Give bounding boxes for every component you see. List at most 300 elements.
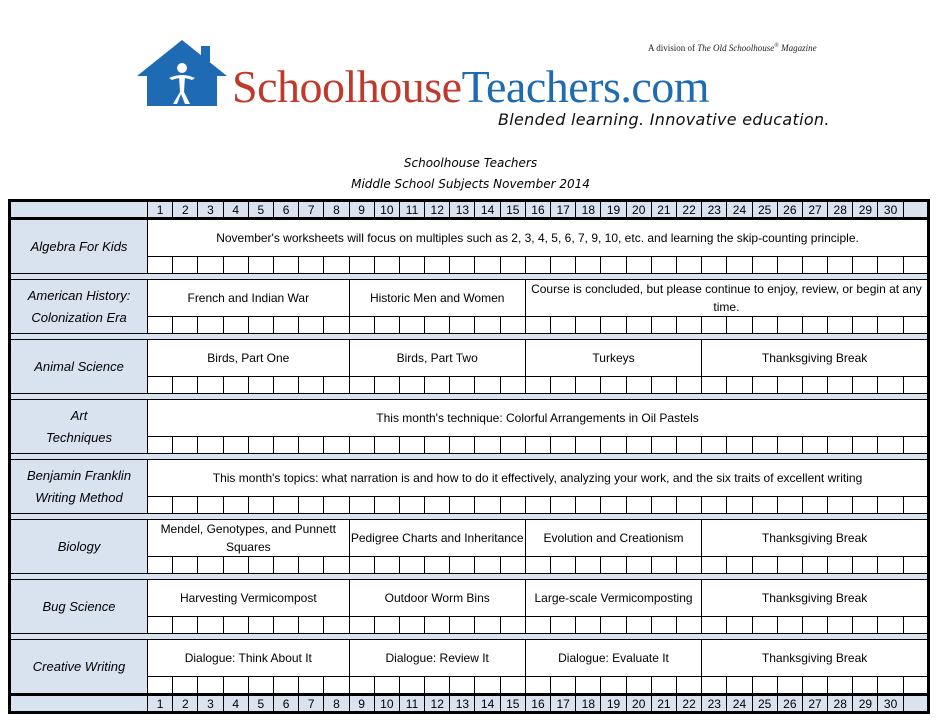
division-note: A division of The Old Schoolhouse® Magazine [648,43,817,53]
day-cell [727,497,752,514]
day-cell [500,257,525,274]
day-cell [576,497,601,514]
day-cell [601,437,626,454]
topic-text: Outdoor Worm Bins [384,591,490,605]
day-cell [173,437,198,454]
topic-cell [525,580,701,617]
topic-cell [148,460,929,497]
day-cell [475,557,500,574]
topic-text: Course is concluded, but please continue to enjoy, review, or begin at any time. [531,282,922,314]
topic-text: Thanksgiving Break [761,651,868,665]
day-cell [828,257,853,274]
day-number: 2 [173,695,198,713]
day-cell [777,257,802,274]
topic-cell [702,520,929,557]
day-cell [853,437,878,454]
day-cell [324,497,349,514]
day-cell [299,257,324,274]
day-cell [853,257,878,274]
day-cell [450,437,475,454]
day-cell [450,257,475,274]
day-cell [878,677,903,695]
day-cell [551,557,576,574]
day-cell [576,617,601,634]
topic-text: November's worksheets will focus on multiples such as 2, 3, 4, 5, 6, 7, 9, 10, etc. and learning the skip-counting principle. [216,231,859,245]
day-cell [601,317,626,334]
day-cell [500,677,525,695]
day-cell [626,677,651,695]
topic-text: Harvesting Vermicompost [179,591,317,605]
day-number: 9 [349,201,374,219]
day-cell [450,317,475,334]
day-cell [374,497,399,514]
day-row-end [903,695,928,713]
day-number: 23 [702,695,727,713]
day-cell [399,557,424,574]
day-cell [727,437,752,454]
day-cell [752,557,777,574]
day-cell [702,617,727,634]
day-number: 28 [828,695,853,713]
day-cell [828,677,853,695]
day-cell [223,557,248,574]
day-cell [752,617,777,634]
day-cell [374,617,399,634]
day-cell [626,257,651,274]
day-cell [752,437,777,454]
day-cell [802,257,827,274]
topic-text: This month's topics: what narration is and how to do it effectively, analyzing your work, and the six traits of excellent writing [212,471,863,485]
day-cell [475,497,500,514]
day-cell [273,557,298,574]
day-cell [777,497,802,514]
day-cell [173,617,198,634]
day-cell [399,677,424,695]
day-cell [853,677,878,695]
day-cell [551,437,576,454]
day-number: 4 [223,201,248,219]
day-cell [324,677,349,695]
day-cell [727,617,752,634]
day-cell [601,257,626,274]
day-cell [802,617,827,634]
day-cell [777,377,802,394]
day-cell [651,617,676,634]
day-cell [500,497,525,514]
day-cell [425,377,450,394]
day-number: 13 [450,201,475,219]
day-number: 29 [853,695,878,713]
day-number: 7 [299,695,324,713]
day-cell [349,257,374,274]
tagline: Blended learning. Innovative education. [498,110,830,129]
topic-text: Mendel, Genotypes, and Punnett Squares [160,522,337,554]
topic-cell [349,640,525,677]
day-cell [299,557,324,574]
subject-name [10,400,148,454]
day-cells-row [10,677,929,695]
day-cell [148,317,173,334]
topic-text: Evolution and Creationism [543,531,684,545]
day-cell [148,257,173,274]
day-number-row [10,201,929,219]
day-cell [148,677,173,695]
day-row-end [903,201,928,219]
day-cell [475,377,500,394]
subject-row [10,400,929,437]
day-cell [777,437,802,454]
day-cell [349,497,374,514]
day-cell [576,377,601,394]
day-cell [173,557,198,574]
day-cell [223,617,248,634]
day-cell [374,557,399,574]
day-number: 13 [450,695,475,713]
day-cell [828,317,853,334]
topic-cell [148,520,350,557]
day-cell [802,677,827,695]
day-cell [727,377,752,394]
day-cell [475,437,500,454]
day-cell [273,677,298,695]
day-cell [475,257,500,274]
day-cell [475,617,500,634]
day-cell [299,617,324,634]
day-cell [324,257,349,274]
day-cell [525,617,550,634]
day-cell [802,377,827,394]
day-cell [248,617,273,634]
day-cell [173,497,198,514]
day-cell [551,317,576,334]
topic-cell [349,520,525,557]
day-cell [878,377,903,394]
day-number: 12 [425,695,450,713]
topic-cell [702,340,929,377]
day-cell [651,497,676,514]
day-cell [223,437,248,454]
day-number: 4 [223,695,248,713]
day-cell [374,377,399,394]
day-cell [702,437,727,454]
topic-text: Dialogue: Think About It [184,651,312,665]
day-cell [702,257,727,274]
day-cell [399,317,424,334]
day-cell [551,677,576,695]
day-cell [878,557,903,574]
day-cell [349,437,374,454]
day-cell [500,617,525,634]
subject-name-line: Biology [57,538,101,554]
day-cell [702,317,727,334]
day-cell [223,497,248,514]
day-cell [727,317,752,334]
day-number: 18 [576,695,601,713]
topic-text: Birds, Part Two [396,351,478,365]
day-number: 8 [324,695,349,713]
day-number: 1 [148,695,173,713]
day-cell [676,557,701,574]
day-cell [148,557,173,574]
day-cell [903,617,928,634]
day-cell [676,497,701,514]
day-cell [727,557,752,574]
day-cell [425,437,450,454]
day-cell [223,317,248,334]
topic-cell [525,520,701,557]
day-cell [777,317,802,334]
day-cell [802,437,827,454]
day-cell [475,317,500,334]
day-cell [425,257,450,274]
day-cell [299,317,324,334]
day-number: 22 [676,695,701,713]
subject-name-line: Art [70,407,88,423]
day-cell [727,257,752,274]
day-cell [324,317,349,334]
day-number: 3 [198,201,223,219]
day-number: 11 [399,201,424,219]
day-cell [273,437,298,454]
day-cell [802,497,827,514]
day-number: 21 [651,201,676,219]
topic-cell [525,340,701,377]
topic-text: Turkeys [592,351,635,365]
day-cell [777,557,802,574]
day-cell [173,377,198,394]
day-cell [198,557,223,574]
day-number: 7 [299,201,324,219]
day-number: 20 [626,201,651,219]
day-cell [525,677,550,695]
day-number: 26 [777,201,802,219]
day-cell [248,257,273,274]
day-cell [601,497,626,514]
day-number: 24 [727,201,752,219]
day-cell [148,377,173,394]
topic-text: French and Indian War [187,291,310,305]
day-cell [676,437,701,454]
day-cell [651,557,676,574]
subject-name-line: Bug Science [42,598,116,614]
topic-text: Historic Men and Women [369,291,505,305]
subject-name-line: Creative Writing [32,658,126,674]
topic-text: Dialogue: Evaluate It [558,651,669,665]
day-number: 14 [475,201,500,219]
day-cell [878,257,903,274]
day-row-corner [10,201,148,219]
day-cell [702,497,727,514]
day-number: 10 [374,695,399,713]
day-cell [425,497,450,514]
brand-wordmark: SchoolhouseTeachers.com [232,61,710,112]
day-cell [299,497,324,514]
day-cell [324,617,349,634]
day-cells-row [10,437,929,454]
subject-name [10,340,148,394]
day-cell [349,557,374,574]
day-cell [324,557,349,574]
day-cell [198,377,223,394]
topic-text: Thanksgiving Break [761,591,868,605]
day-cell [450,497,475,514]
subject-name [10,219,148,274]
subject-name-line: Writing Method [35,489,123,505]
day-cell [551,497,576,514]
day-number: 19 [601,201,626,219]
day-cell [173,677,198,695]
day-cell [752,497,777,514]
day-cell [425,617,450,634]
day-cell [273,497,298,514]
day-cell [903,557,928,574]
topic-text: Thanksgiving Break [761,531,868,545]
day-cell [349,377,374,394]
day-cell [299,677,324,695]
day-cell [878,617,903,634]
day-number: 11 [399,695,424,713]
day-cell [828,617,853,634]
day-cell [450,617,475,634]
calendar-title: Schoolhouse Teachers [403,156,538,170]
day-number-row [10,695,929,713]
day-cell [273,617,298,634]
day-number: 8 [324,201,349,219]
day-cell [903,377,928,394]
day-cell [425,677,450,695]
day-cell [248,437,273,454]
subject-name [10,640,148,695]
day-number: 9 [349,695,374,713]
topic-cell [525,280,928,317]
subject-row [10,520,929,557]
topic-cell [148,580,350,617]
day-cell [676,677,701,695]
day-cell [273,317,298,334]
day-number: 6 [273,695,298,713]
day-cell [148,617,173,634]
topic-text: Pedigree Charts and Inheritance [350,531,524,545]
day-number: 12 [425,201,450,219]
day-cell [399,437,424,454]
day-cell [198,257,223,274]
day-cell [198,677,223,695]
day-cell [626,617,651,634]
topic-cell [148,340,350,377]
day-cell [525,317,550,334]
day-number: 17 [551,695,576,713]
subject-name-line: Benjamin Franklin [27,467,132,483]
subject-name-line: Animal Science [34,358,124,374]
day-cell [425,557,450,574]
day-cell [903,437,928,454]
day-cell [752,377,777,394]
day-cell [702,677,727,695]
day-cell [853,557,878,574]
day-number: 16 [525,201,550,219]
page-header [0,0,941,150]
day-cell [425,317,450,334]
day-number: 5 [248,695,273,713]
topic-cell [148,400,929,437]
topic-cell [148,219,929,257]
day-cell [223,377,248,394]
subject-name-line: Techniques [46,429,113,445]
day-cell [601,377,626,394]
topic-text: Large-scale Vermicomposting [534,591,693,605]
day-cell [223,677,248,695]
topic-cell [148,280,350,317]
day-cell [349,617,374,634]
day-number: 26 [777,695,802,713]
day-cell [828,557,853,574]
day-cell [676,617,701,634]
day-cell [500,557,525,574]
day-cell [399,617,424,634]
day-cell [676,257,701,274]
subject-name [10,460,148,514]
day-cell [173,257,198,274]
day-cell [198,617,223,634]
day-cell [525,257,550,274]
day-cell [273,257,298,274]
topic-cell [148,640,350,677]
day-cell [349,317,374,334]
topic-cell [349,580,525,617]
day-cell [399,257,424,274]
day-cell [727,677,752,695]
schedule-table [8,199,930,714]
day-number: 16 [525,695,550,713]
day-cell [626,497,651,514]
day-cell [198,437,223,454]
day-number: 25 [752,201,777,219]
day-cell [626,437,651,454]
day-cell [248,317,273,334]
day-cell [450,557,475,574]
topic-cell [525,640,701,677]
day-cell [500,437,525,454]
subject-row [10,640,929,677]
day-cell [626,377,651,394]
topic-text: Dialogue: Review It [385,651,489,665]
day-cell [878,437,903,454]
topic-text: Birds, Part One [207,351,290,365]
day-number: 30 [878,201,903,219]
day-number: 27 [802,695,827,713]
day-cell [626,317,651,334]
topic-cell [702,580,929,617]
day-cell [903,317,928,334]
day-cell [374,317,399,334]
topic-text: Thanksgiving Break [761,351,868,365]
day-cell [752,317,777,334]
day-cell [903,677,928,695]
day-cell [651,677,676,695]
day-cell [601,617,626,634]
day-cell [374,437,399,454]
subject-row [10,280,929,317]
day-cell [248,497,273,514]
topic-cell [702,640,929,677]
subject-name [10,280,148,334]
day-cell [802,557,827,574]
subject-row [10,340,929,377]
subject-name [10,580,148,634]
subject-name [10,520,148,574]
day-cell [525,377,550,394]
day-cell [450,377,475,394]
